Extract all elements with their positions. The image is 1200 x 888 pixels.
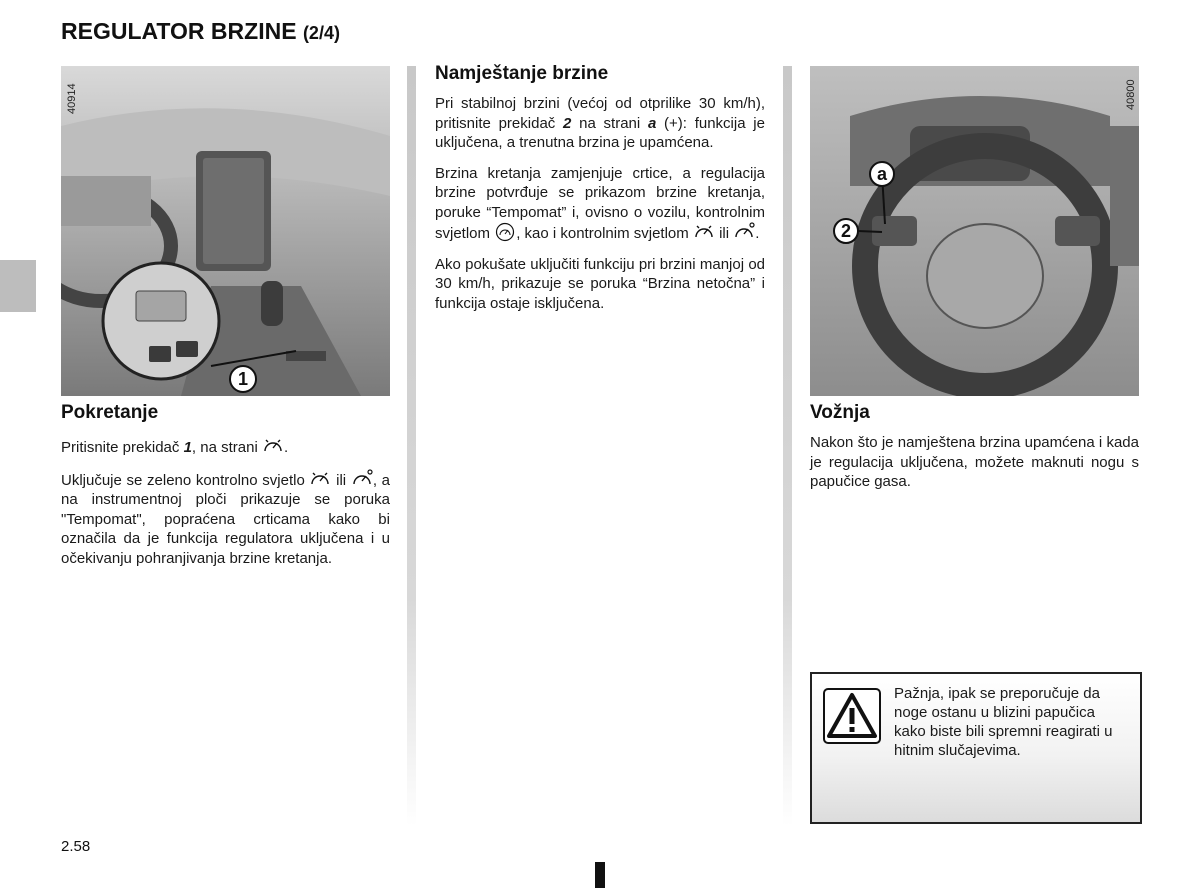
right-text (810, 433, 1139, 503)
heading-namjestanje-brzine: Namještanje brzine (435, 63, 609, 84)
warning-triangle-icon (823, 688, 881, 744)
text-run: (+): funkcija je uključena, a trenutna brzina je upamćena. (435, 114, 765, 151)
text-run: Brzina kretanja zamjenjuje crtice, a regulacija brzine potvrđuje se prikazom brzine kretanja, poruke “Tempomat” i, ovisno o vozilu, kontrolnim svjetlom (435, 164, 765, 242)
title-suffix: (2/4) (302, 23, 340, 43)
cruise-control-icon (262, 436, 284, 456)
switch-number: 2 (563, 114, 572, 132)
right-paragraph-1: Nakon što je namještena brzina upamćena i kada je regulacija uključena, možete maknuti nogu s papučice gasa. (810, 434, 1139, 490)
column-separator-left (407, 66, 416, 826)
title-main: REGULATOR BRZINE (61, 18, 297, 44)
middle-paragraph-3: Ako pokušate uključiti funkciju pri brzini manjoj od 30 km/h, prikazuje se poruka “Brzina netočna” i funkcija ostaje isključena. (435, 255, 765, 312)
middle-paragraph-1 (435, 94, 765, 153)
image-ref-left: 40914 (66, 83, 78, 114)
warning-text: Pažnja, ipak se preporučuje da noge ostanu u blizini papučica kako biste bili spremni reagirati u hitnim slučajevima. (894, 685, 1113, 759)
binding-mark (595, 862, 605, 888)
steering-wheel-illustration (810, 66, 1139, 396)
text-run: ili (336, 471, 347, 489)
callout-1: 1 (237, 369, 249, 389)
left-paragraph-2 (61, 469, 390, 569)
text-run: , na strani (191, 439, 258, 456)
switch-number: 1 (183, 439, 192, 456)
text-run: Uključuje se zeleno kontrolno svjetlo (61, 471, 305, 489)
text-run: na strani (571, 114, 648, 132)
dashboard-illustration (61, 66, 390, 396)
speedometer-circle-icon (494, 222, 516, 242)
middle-paragraph-2 (435, 164, 765, 244)
text-run: Pri stabilnoj brzini (većoj od otprilike 30 km/h), pritisnite prekidač (435, 95, 765, 132)
cruise-control-icon (693, 222, 715, 242)
section-tab (0, 260, 36, 312)
text-run: . (755, 225, 760, 242)
switch-side: a (647, 114, 657, 132)
left-paragraph-1 (61, 436, 390, 458)
left-text (61, 436, 390, 579)
heading-pokretanje: Pokretanje (61, 402, 159, 423)
column-separator-right (783, 66, 792, 826)
speed-limiter-icon (733, 222, 755, 242)
page-number: 2.58 (61, 838, 91, 855)
image-ref-right: 40800 (1125, 79, 1137, 110)
cruise-control-icon (309, 469, 331, 489)
middle-text (435, 94, 765, 324)
callout-2: 2 (840, 221, 852, 241)
warning-box (810, 672, 1142, 824)
text-run: , a na instrumentnoj ploči prikazuje se poruka "Tempomat", popraćena crticama kako bi označila da je funkcija regulatora uključena i u očekivanju pohranjivanja brzine kretanja. (61, 471, 390, 567)
page-title (61, 18, 340, 45)
speed-limiter-icon (351, 469, 373, 489)
heading-voznja: Vožnja (810, 402, 870, 423)
text-run: . (283, 439, 289, 456)
text-run: , kao i kontrolnim svjetlom (516, 225, 689, 242)
text-run: ili (719, 225, 730, 242)
callout-a: a (876, 164, 888, 184)
text-run: Pritisnite prekidač (61, 439, 184, 456)
